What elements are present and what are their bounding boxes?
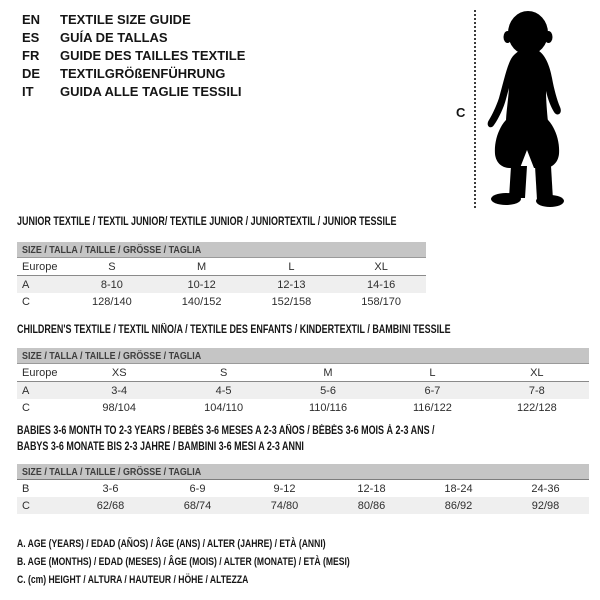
table-cell: 8-10 xyxy=(100,278,123,291)
row-label: C xyxy=(22,499,30,512)
babies-size-table xyxy=(17,464,589,514)
junior-table-title: JUNIOR TEXTILE / TEXTIL JUNIOR/ TEXTILE JUNIOR / JUNIORTEXTIL / JUNIOR TESSILE xyxy=(17,216,397,228)
table-row xyxy=(17,497,589,514)
table-cell: 7-8 xyxy=(528,384,545,397)
footnotes xyxy=(17,535,444,590)
table-cell: 158/170 xyxy=(361,295,401,308)
language-label: TEXTILGRÖßENFÜHRUNG xyxy=(60,66,226,81)
baby-silhouette-icon xyxy=(480,8,575,208)
table-cell: 92/98 xyxy=(531,499,560,512)
language-label: GUIDE DES TAILLES TEXTILE xyxy=(60,48,246,63)
language-row xyxy=(22,29,245,47)
table-cell: 3-4 xyxy=(111,384,128,397)
table-cell: 18-24 xyxy=(444,482,473,495)
language-row xyxy=(22,83,245,101)
column-header-row xyxy=(17,364,589,382)
footnote-a: A. AGE (YEARS) / EDAD (AÑOS) / ÂGE (ANS) / ALTER (JAHRE) / ETÀ (ANNI) xyxy=(17,538,326,550)
table-cell: 80/86 xyxy=(357,499,386,512)
table-row xyxy=(17,480,589,497)
table-cell: 6-7 xyxy=(424,384,441,397)
language-code: IT xyxy=(22,84,34,99)
row-label: A xyxy=(22,384,30,397)
column-header: S xyxy=(108,260,116,273)
table-cell: 98/104 xyxy=(102,401,137,414)
table-cell: 74/80 xyxy=(270,499,299,512)
table-cell: 12-13 xyxy=(277,278,306,291)
language-row xyxy=(22,65,245,83)
table-cell: 110/116 xyxy=(308,401,348,414)
table-cell: 152/158 xyxy=(271,295,312,308)
column-header: XL xyxy=(374,260,388,273)
table-cell: 140/152 xyxy=(181,295,222,308)
column-header: S xyxy=(219,366,228,379)
language-code: DE xyxy=(22,66,41,81)
footnote-b: B. AGE (MONTHS) / EDAD (MESES) / ÂGE (MOIS) / ALTER (MONATE) / ETÀ (MESI) xyxy=(17,556,350,569)
table-cell: 122/128 xyxy=(516,401,557,414)
table-cell: 104/110 xyxy=(204,401,244,414)
size-header-label: SIZE / TALLA / TAILLE / GRÖSSE / TAGLIA xyxy=(22,349,202,362)
babies-table-title xyxy=(17,424,552,455)
column-header: L xyxy=(429,366,436,379)
table-row xyxy=(17,293,426,310)
table-cell: 68/74 xyxy=(183,499,212,512)
children-table-title: CHILDREN'S TEXTILE / TEXTIL NIÑO/A / TEXTILE DES ENFANTS / KINDERTEXTIL / BAMBINI TESSILE xyxy=(17,324,451,336)
table-cell: 3-6 xyxy=(102,482,119,495)
language-label: TEXTILE SIZE GUIDE xyxy=(60,12,191,27)
language-label: GUÍA DE TALLAS xyxy=(60,30,168,45)
table-cell: 12-18 xyxy=(357,482,386,495)
language-label: GUIDA ALLE TAGLIE TESSILI xyxy=(60,84,242,99)
table-cell: 128/140 xyxy=(91,295,132,308)
table-cell: 86/92 xyxy=(444,499,473,512)
row-label: C xyxy=(22,295,30,308)
column-header-row xyxy=(17,258,426,276)
table-cell: 24-36 xyxy=(531,482,560,495)
table-row xyxy=(17,382,589,399)
table-cell: 116/122 xyxy=(412,401,452,414)
footnote-c: C. (cm) HEIGHT / ALTURA / HAUTEUR / HÖHE / ALTEZZA xyxy=(17,574,249,587)
column-header: XS xyxy=(111,366,127,379)
size-header-label: SIZE / TALLA / TAILLE / GRÖSSE / TAGLIA xyxy=(22,465,202,478)
junior-size-table xyxy=(17,242,426,310)
children-size-table xyxy=(17,348,589,416)
language-code: FR xyxy=(22,48,40,63)
language-code: ES xyxy=(22,30,40,45)
table-row xyxy=(17,399,589,416)
column-header: XL xyxy=(530,366,544,379)
region-label: Europe xyxy=(22,366,58,379)
height-measure-label: C xyxy=(456,105,466,120)
column-header: M xyxy=(197,260,207,273)
height-reference-line xyxy=(474,10,476,208)
size-header-row xyxy=(17,242,426,258)
row-label: C xyxy=(22,401,30,414)
table-cell: 10-12 xyxy=(187,278,216,291)
table-row xyxy=(17,276,426,293)
language-title-list xyxy=(22,11,245,101)
size-header-row xyxy=(17,464,589,480)
language-row xyxy=(22,47,245,65)
region-label: Europe xyxy=(22,260,58,273)
table-cell: 4-5 xyxy=(215,384,232,397)
language-code: EN xyxy=(22,12,41,27)
column-header: M xyxy=(323,366,333,379)
table-cell: 9-12 xyxy=(273,482,296,495)
table-cell: 6-9 xyxy=(189,482,206,495)
table-cell: 5-6 xyxy=(320,384,336,397)
row-label: B xyxy=(22,482,30,495)
babies-table-title-line1: BABIES 3-6 MONTH TO 2-3 YEARS / BEBÉS 3-6 MESES A 2-3 AÑOS / BÉBÉS 3-6 MOIS À 2-3 ANS / xyxy=(17,425,435,437)
row-label: A xyxy=(22,278,30,291)
size-header-label: SIZE / TALLA / TAILLE / GRÖSSE / TAGLIA xyxy=(22,243,202,256)
table-cell: 62/68 xyxy=(96,499,125,512)
table-cell: 14-16 xyxy=(367,278,396,291)
language-row xyxy=(22,11,245,29)
column-header: L xyxy=(288,260,295,273)
size-header-row xyxy=(17,348,589,364)
babies-table-title-line2: BABYS 3-6 MONATE BIS 2-3 JAHRE / BAMBINI 3-6 MESI A 2-3 ANNI xyxy=(17,440,304,453)
